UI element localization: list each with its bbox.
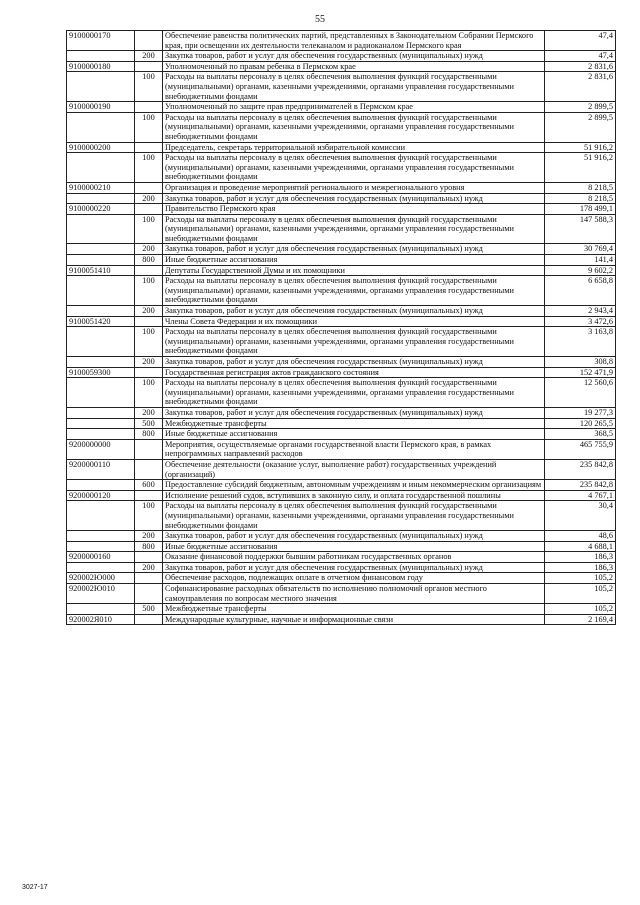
expense-name: Межбюджетные трансферты	[163, 418, 545, 429]
amount: 368,5	[545, 429, 616, 440]
target-article-code	[67, 244, 135, 255]
expense-name: Мероприятия, осуществляемые органами государственной власти Пермского края, в рамках непрограммных направлений расходов	[163, 439, 545, 459]
target-article-code: 920002Я010	[67, 614, 135, 625]
expense-type-code: 200	[135, 407, 163, 418]
expense-type-code	[135, 552, 163, 563]
amount: 9 602,2	[545, 265, 616, 276]
table-row	[67, 480, 616, 491]
expense-name: Обеспечение равенства политических партий, представленных в Законодательном Собрании Пермского края, при освещении их деятельности телеканалом и радиоканалом Пермского края	[163, 31, 545, 51]
table-row	[67, 255, 616, 266]
amount: 30,4	[545, 501, 616, 531]
expense-type-code	[135, 265, 163, 276]
target-article-code	[67, 153, 135, 183]
expense-type-code: 100	[135, 153, 163, 183]
expense-type-code: 600	[135, 480, 163, 491]
amount: 235 842,8	[545, 480, 616, 491]
table-row	[67, 429, 616, 440]
expense-name: Расходы на выплаты персоналу в целях обеспечения выполнения функций государственными (муниципальными) органами, казенными учреждениями, органами управления государственными внебюджетными фондами	[163, 501, 545, 531]
amount: 105,2	[545, 584, 616, 604]
expense-type-code: 100	[135, 378, 163, 408]
expense-name: Расходы на выплаты персоналу в целях обеспечения выполнения функций государственными (муниципальными) органами, казенными учреждениями, органами управления государственными внебюджетными фондами	[163, 214, 545, 244]
amount: 186,3	[545, 552, 616, 563]
expense-type-code: 100	[135, 214, 163, 244]
expense-type-code	[135, 182, 163, 193]
expense-name: Софинансирование расходных обязательств по исполнению полномочий органов местного самоуправления по вопросам местного значения	[163, 584, 545, 604]
expense-name: Уполномоченный по правам ребенка в Пермском крае	[163, 61, 545, 72]
table-row	[67, 501, 616, 531]
page-number: 55	[315, 14, 325, 25]
amount: 47,4	[545, 51, 616, 62]
expense-name: Закупка товаров, работ и услуг для обеспечения государственных (муниципальных) нужд	[163, 357, 545, 368]
table-row	[67, 193, 616, 204]
target-article-code: 9100000200	[67, 142, 135, 153]
target-article-code	[67, 255, 135, 266]
budget-table	[66, 30, 616, 625]
expense-type-code: 200	[135, 306, 163, 317]
expense-name: Расходы на выплаты персоналу в целях обеспечения выполнения функций государственными (муниципальными) органами, казенными учреждениями, органами управления государственными внебюджетными фондами	[163, 72, 545, 102]
amount: 141,4	[545, 255, 616, 266]
expense-type-code: 100	[135, 501, 163, 531]
target-article-code: 920002Ю000	[67, 573, 135, 584]
target-article-code	[67, 501, 135, 531]
target-article-code: 9100000180	[67, 61, 135, 72]
amount: 308,8	[545, 357, 616, 368]
expense-type-code: 100	[135, 112, 163, 142]
target-article-code: 9100059300	[67, 367, 135, 378]
table-row	[67, 51, 616, 62]
table-row	[67, 244, 616, 255]
amount: 6 658,8	[545, 276, 616, 306]
target-article-code: 9100051410	[67, 265, 135, 276]
target-article-code	[67, 531, 135, 542]
expense-name: Исполнение решений судов, вступивших в законную силу, и оплата государственной пошлины	[163, 490, 545, 501]
expense-type-code	[135, 102, 163, 113]
target-article-code	[67, 306, 135, 317]
table-row	[67, 407, 616, 418]
table-row	[67, 61, 616, 72]
expense-name: Организация и проведение мероприятий регионального и межрегионального уровня	[163, 182, 545, 193]
expense-type-code: 800	[135, 541, 163, 552]
table-row	[67, 182, 616, 193]
expense-name: Расходы на выплаты персоналу в целях обеспечения выполнения функций государственными (муниципальными) органами, казенными учреждениями, органами управления государственными внебюджетными фондами	[163, 153, 545, 183]
expense-name: Закупка товаров, работ и услуг для обеспечения государственных (муниципальных) нужд	[163, 51, 545, 62]
amount: 8 218,5	[545, 193, 616, 204]
amount: 178 499,1	[545, 204, 616, 215]
amount: 2 899,5	[545, 102, 616, 113]
amount: 2 831,6	[545, 61, 616, 72]
expense-type-code: 200	[135, 531, 163, 542]
amount: 2 943,4	[545, 306, 616, 317]
expense-name: Межбюджетные трансферты	[163, 604, 545, 615]
table-row	[67, 316, 616, 327]
amount: 120 265,5	[545, 418, 616, 429]
expense-name: Правительство Пермского края	[163, 204, 545, 215]
target-article-code	[67, 214, 135, 244]
target-article-code	[67, 193, 135, 204]
expense-name: Закупка товаров, работ и услуг для обеспечения государственных (муниципальных) нужд	[163, 531, 545, 542]
target-article-code: 9200000110	[67, 459, 135, 479]
expense-type-code: 200	[135, 562, 163, 573]
target-article-code	[67, 378, 135, 408]
target-article-code	[67, 418, 135, 429]
table-row	[67, 357, 616, 368]
table-body	[67, 31, 616, 625]
expense-name: Уполномоченный по защите прав предпринимателей в Пермском крае	[163, 102, 545, 113]
table-row	[67, 562, 616, 573]
amount: 147 588,3	[545, 214, 616, 244]
expense-name: Иные бюджетные ассигнования	[163, 429, 545, 440]
table-row	[67, 204, 616, 215]
amount: 30 769,4	[545, 244, 616, 255]
amount: 2 899,5	[545, 112, 616, 142]
amount: 152 471,9	[545, 367, 616, 378]
expense-type-code: 800	[135, 255, 163, 266]
expense-type-code	[135, 490, 163, 501]
table-row	[67, 573, 616, 584]
amount: 51 916,2	[545, 142, 616, 153]
expense-name: Расходы на выплаты персоналу в целях обеспечения выполнения функций государственными (муниципальными) органами, казенными учреждениями, органами управления государственными внебюджетными фондами	[163, 378, 545, 408]
expense-type-code	[135, 573, 163, 584]
target-article-code	[67, 276, 135, 306]
expense-type-code	[135, 614, 163, 625]
table-row	[67, 531, 616, 542]
table-row	[67, 490, 616, 501]
expense-name: Депутаты Государственной Думы и их помощники	[163, 265, 545, 276]
table-row	[67, 142, 616, 153]
table-row	[67, 102, 616, 113]
table-row	[67, 541, 616, 552]
expense-type-code: 500	[135, 604, 163, 615]
expense-type-code	[135, 31, 163, 51]
table-row	[67, 31, 616, 51]
table-row	[67, 214, 616, 244]
expense-type-code: 200	[135, 51, 163, 62]
amount: 105,2	[545, 573, 616, 584]
target-article-code: 9100000190	[67, 102, 135, 113]
expense-name: Расходы на выплаты персоналу в целях обеспечения выполнения функций государственными (муниципальными) органами, казенными учреждениями, органами управления государственными внебюджетными фондами	[163, 276, 545, 306]
expense-name: Председатель, секретарь территориальной избирательной комиссии	[163, 142, 545, 153]
target-article-code	[67, 72, 135, 102]
table-row	[67, 552, 616, 563]
target-article-code	[67, 562, 135, 573]
amount: 3 472,6	[545, 316, 616, 327]
expense-type-code: 100	[135, 327, 163, 357]
amount: 4 767,1	[545, 490, 616, 501]
table-row	[67, 306, 616, 317]
target-article-code	[67, 327, 135, 357]
target-article-code	[67, 429, 135, 440]
expense-type-code: 200	[135, 357, 163, 368]
amount: 2 169,4	[545, 614, 616, 625]
table-row	[67, 265, 616, 276]
table-row	[67, 584, 616, 604]
amount: 235 842,8	[545, 459, 616, 479]
table-row	[67, 614, 616, 625]
expense-type-code	[135, 584, 163, 604]
expense-name: Международные культурные, научные и информационные связи	[163, 614, 545, 625]
amount: 2 831,6	[545, 72, 616, 102]
expense-name: Закупка товаров, работ и услуг для обеспечения государственных (муниципальных) нужд	[163, 306, 545, 317]
expense-name: Закупка товаров, работ и услуг для обеспечения государственных (муниципальных) нужд	[163, 244, 545, 255]
expense-type-code: 500	[135, 418, 163, 429]
expense-name: Расходы на выплаты персоналу в целях обеспечения выполнения функций государственными (муниципальными) органами, казенными учреждениями, органами управления государственными внебюджетными фондами	[163, 112, 545, 142]
amount: 186,3	[545, 562, 616, 573]
amount: 47,4	[545, 31, 616, 51]
expense-name: Обеспечение деятельности (оказание услуг, выполнение работ) государственных учреждений (организаций)	[163, 459, 545, 479]
expense-type-code	[135, 439, 163, 459]
target-article-code	[67, 357, 135, 368]
table-row	[67, 439, 616, 459]
table-row	[67, 459, 616, 479]
expense-type-code: 100	[135, 276, 163, 306]
target-article-code: 9200000000	[67, 439, 135, 459]
target-article-code	[67, 541, 135, 552]
amount: 105,2	[545, 604, 616, 615]
expense-type-code: 800	[135, 429, 163, 440]
expense-name: Члены Совета Федерации и их помощники	[163, 316, 545, 327]
target-article-code	[67, 112, 135, 142]
expense-type-code: 200	[135, 244, 163, 255]
target-article-code: 9100051420	[67, 316, 135, 327]
expense-name: Оказание финансовой поддержки бывшим работникам государственных органов	[163, 552, 545, 563]
table-row	[67, 276, 616, 306]
expense-type-code	[135, 316, 163, 327]
expense-name: Предоставление субсидий бюджетным, автономным учреждениям и иным некоммерческим организациям	[163, 480, 545, 491]
target-article-code	[67, 51, 135, 62]
table-row	[67, 327, 616, 357]
expense-name: Государственная регистрация актов гражданского состояния	[163, 367, 545, 378]
target-article-code	[67, 407, 135, 418]
target-article-code: 9100000170	[67, 31, 135, 51]
amount: 51 916,2	[545, 153, 616, 183]
target-article-code: 920002Ю010	[67, 584, 135, 604]
expense-type-code	[135, 459, 163, 479]
amount: 19 277,3	[545, 407, 616, 418]
target-article-code: 9200000160	[67, 552, 135, 563]
expense-name: Обеспечение расходов, подлежащих оплате в отчетном финансовом году	[163, 573, 545, 584]
amount: 48,6	[545, 531, 616, 542]
expense-name: Расходы на выплаты персоналу в целях обеспечения выполнения функций государственными (муниципальными) органами, казенными учреждениями, органами управления государственными внебюджетными фондами	[163, 327, 545, 357]
target-article-code	[67, 604, 135, 615]
target-article-code: 9100000210	[67, 182, 135, 193]
table-row	[67, 604, 616, 615]
amount: 8 218,5	[545, 182, 616, 193]
amount: 3 163,8	[545, 327, 616, 357]
amount: 465 755,9	[545, 439, 616, 459]
table-row	[67, 112, 616, 142]
table-row	[67, 367, 616, 378]
table-row	[67, 72, 616, 102]
expense-name: Закупка товаров, работ и услуг для обеспечения государственных (муниципальных) нужд	[163, 193, 545, 204]
expense-type-code	[135, 142, 163, 153]
expense-type-code	[135, 367, 163, 378]
expense-name: Закупка товаров, работ и услуг для обеспечения государственных (муниципальных) нужд	[163, 562, 545, 573]
amount: 12 560,6	[545, 378, 616, 408]
target-article-code	[67, 480, 135, 491]
target-article-code: 9100000220	[67, 204, 135, 215]
table-row	[67, 378, 616, 408]
expense-type-code: 100	[135, 72, 163, 102]
expense-type-code	[135, 61, 163, 72]
expense-name: Иные бюджетные ассигнования	[163, 255, 545, 266]
expense-type-code: 200	[135, 193, 163, 204]
expense-type-code	[135, 204, 163, 215]
amount: 4 688,1	[545, 541, 616, 552]
document-reference: 3027-17	[22, 884, 48, 891]
target-article-code: 9200000120	[67, 490, 135, 501]
expense-name: Закупка товаров, работ и услуг для обеспечения государственных (муниципальных) нужд	[163, 407, 545, 418]
table-row	[67, 418, 616, 429]
table-row	[67, 153, 616, 183]
expense-name: Иные бюджетные ассигнования	[163, 541, 545, 552]
